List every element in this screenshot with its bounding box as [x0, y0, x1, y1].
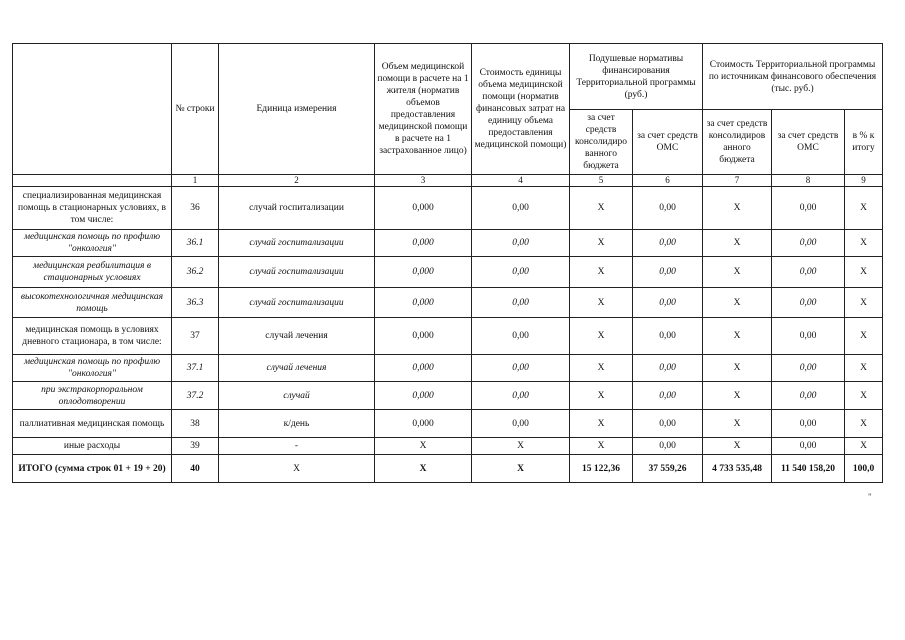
row-number: 39 — [172, 438, 219, 455]
table-row — [13, 187, 883, 230]
row-per-capita-budget: X — [570, 382, 633, 410]
header-unit: Единица измерения — [219, 44, 375, 175]
row-unit: случай госпитализации — [219, 230, 375, 257]
row-per-capita-oms: 0,00 — [633, 318, 703, 355]
row-cost: 0,00 — [472, 187, 570, 230]
row-per-capita-budget: X — [570, 438, 633, 455]
table-row — [13, 257, 883, 288]
row-volume: 0,000 — [375, 257, 472, 288]
column-number: 7 — [703, 175, 772, 187]
row-program-budget: X — [703, 438, 772, 455]
row-program-budget: X — [703, 187, 772, 230]
row-volume: 0,000 — [375, 230, 472, 257]
row-percent: X — [845, 438, 883, 455]
row-number: 36.3 — [172, 288, 219, 318]
total-row-volume: X — [375, 455, 472, 483]
row-cost: 0,00 — [472, 230, 570, 257]
total-row-per-capita-oms: 37 559,26 — [633, 455, 703, 483]
row-program-budget: X — [703, 288, 772, 318]
row-program-oms: 0,00 — [772, 257, 845, 288]
row-per-capita-budget: X — [570, 288, 633, 318]
total-row-name: ИТОГО (сумма строк 01 + 19 + 20) — [13, 455, 172, 483]
row-per-capita-oms: 0,00 — [633, 230, 703, 257]
row-number: 36.2 — [172, 257, 219, 288]
row-program-oms: 0,00 — [772, 230, 845, 257]
total-row-number: 40 — [172, 455, 219, 483]
row-program-budget: X — [703, 410, 772, 438]
row-program-oms: 0,00 — [772, 438, 845, 455]
row-percent: X — [845, 410, 883, 438]
column-number: 6 — [633, 175, 703, 187]
row-per-capita-budget: X — [570, 187, 633, 230]
row-per-capita-oms: 0,00 — [633, 187, 703, 230]
total-row-program-oms: 11 540 158,20 — [772, 455, 845, 483]
total-row — [13, 455, 883, 483]
total-row-percent: 100,0 — [845, 455, 883, 483]
row-program-budget: X — [703, 230, 772, 257]
row-per-capita-oms: 0,00 — [633, 288, 703, 318]
row-cost: 0,00 — [472, 382, 570, 410]
program-cost-table — [12, 43, 883, 483]
row-program-budget: X — [703, 257, 772, 288]
table-row — [13, 230, 883, 257]
header-percent-total: в % к итогу — [845, 110, 883, 175]
total-row-per-capita-budget: 15 122,36 — [570, 455, 633, 483]
row-cost: 0,00 — [472, 410, 570, 438]
row-unit: случай госпитализации — [219, 257, 375, 288]
table-row — [13, 355, 883, 382]
header-cost: Стоимость единицы объема медицинской помощи (норматив финансовых затрат на единицу объема предоставления медицинской помощи) — [472, 44, 570, 175]
row-per-capita-budget: X — [570, 257, 633, 288]
header-volume: Объем медицинской помощи в расчете на 1 жителя (норматив объемов предоставления медицинской помощи в расчете на 1 застрахованное лицо) — [375, 44, 472, 175]
row-percent: X — [845, 382, 883, 410]
header-program-cost-group: Стоимость Территориальной программы по источникам финансового обеспечения (тыс. руб.) — [703, 44, 883, 110]
row-name: медицинская помощь по профилю "онкология" — [13, 230, 172, 257]
table-row — [13, 382, 883, 410]
table-row — [13, 410, 883, 438]
row-unit: случай лечения — [219, 355, 375, 382]
column-number: 3 — [375, 175, 472, 187]
row-name: иные расходы — [13, 438, 172, 455]
row-unit: случай госпитализации — [219, 187, 375, 230]
row-program-oms: 0,00 — [772, 288, 845, 318]
row-unit: - — [219, 438, 375, 455]
row-per-capita-budget: X — [570, 355, 633, 382]
total-row-program-budget: 4 733 535,48 — [703, 455, 772, 483]
row-name: медицинская помощь по профилю "онкология" — [13, 355, 172, 382]
row-number: 36 — [172, 187, 219, 230]
row-number: 37.1 — [172, 355, 219, 382]
row-name: специализированная медицинская помощь в стационарных условиях, в том числе: — [13, 187, 172, 230]
row-per-capita-oms: 0,00 — [633, 410, 703, 438]
row-cost: 0,00 — [472, 355, 570, 382]
row-volume: 0,000 — [375, 382, 472, 410]
row-per-capita-budget: X — [570, 410, 633, 438]
row-name: медицинская реабилитация в стационарных условиях — [13, 257, 172, 288]
row-volume: 0,000 — [375, 410, 472, 438]
row-name: высокотехнологичная медицинская помощь — [13, 288, 172, 318]
row-cost: 0,00 — [472, 288, 570, 318]
header-oms-b: за счет средств ОМС — [772, 110, 845, 175]
row-per-capita-oms: 0,00 — [633, 382, 703, 410]
row-percent: X — [845, 257, 883, 288]
row-per-capita-oms: 0,00 — [633, 355, 703, 382]
row-program-budget: X — [703, 318, 772, 355]
row-program-oms: 0,00 — [772, 187, 845, 230]
row-volume: 0,000 — [375, 288, 472, 318]
row-volume: 0,000 — [375, 355, 472, 382]
total-row-cost: X — [472, 455, 570, 483]
row-program-oms: 0,00 — [772, 382, 845, 410]
column-number: 2 — [219, 175, 375, 187]
page-mark: " — [868, 492, 872, 502]
column-number-blank — [13, 175, 172, 187]
row-name: при экстракорпоральном оплодотворении — [13, 382, 172, 410]
header-consolidated-budget-b: за счет средств консолидиров анного бюджета — [703, 110, 772, 175]
row-program-oms: 0,00 — [772, 355, 845, 382]
header-consolidated-budget-a: за счет средств консолидиро ванного бюджета — [570, 110, 633, 175]
row-volume: X — [375, 438, 472, 455]
row-cost: 0,00 — [472, 318, 570, 355]
row-per-capita-oms: 0,00 — [633, 438, 703, 455]
row-program-budget: X — [703, 355, 772, 382]
header-per-capita-group: Подушевые нормативы финансирования Территориальной программы (руб.) — [570, 44, 703, 110]
table-row — [13, 438, 883, 455]
row-volume: 0,000 — [375, 187, 472, 230]
row-per-capita-budget: X — [570, 318, 633, 355]
row-unit: случай — [219, 382, 375, 410]
row-name: паллиативная медицинская помощь — [13, 410, 172, 438]
row-number: 37.2 — [172, 382, 219, 410]
row-unit: к/день — [219, 410, 375, 438]
row-volume: 0,000 — [375, 318, 472, 355]
row-program-oms: 0,00 — [772, 318, 845, 355]
row-name: медицинская помощь в условиях дневного стационара, в том числе: — [13, 318, 172, 355]
row-unit: случай госпитализации — [219, 288, 375, 318]
row-per-capita-oms: 0,00 — [633, 257, 703, 288]
column-number: 5 — [570, 175, 633, 187]
row-cost: 0,00 — [472, 257, 570, 288]
column-number: 4 — [472, 175, 570, 187]
row-program-oms: 0,00 — [772, 410, 845, 438]
table-row — [13, 288, 883, 318]
row-number: 37 — [172, 318, 219, 355]
row-percent: X — [845, 230, 883, 257]
row-percent: X — [845, 288, 883, 318]
row-number: 36.1 — [172, 230, 219, 257]
header-name-cell — [13, 44, 172, 175]
total-row-unit: X — [219, 455, 375, 483]
row-percent: X — [845, 318, 883, 355]
row-percent: X — [845, 355, 883, 382]
row-cost: X — [472, 438, 570, 455]
row-number: 38 — [172, 410, 219, 438]
header-row-number: № строки — [172, 44, 219, 175]
column-number: 1 — [172, 175, 219, 187]
row-per-capita-budget: X — [570, 230, 633, 257]
row-percent: X — [845, 187, 883, 230]
row-program-budget: X — [703, 382, 772, 410]
column-number: 9 — [845, 175, 883, 187]
row-unit: случай лечения — [219, 318, 375, 355]
header-oms-a: за счет средств ОМС — [633, 110, 703, 175]
column-numbers-row — [13, 175, 883, 187]
column-number: 8 — [772, 175, 845, 187]
table-row — [13, 318, 883, 355]
